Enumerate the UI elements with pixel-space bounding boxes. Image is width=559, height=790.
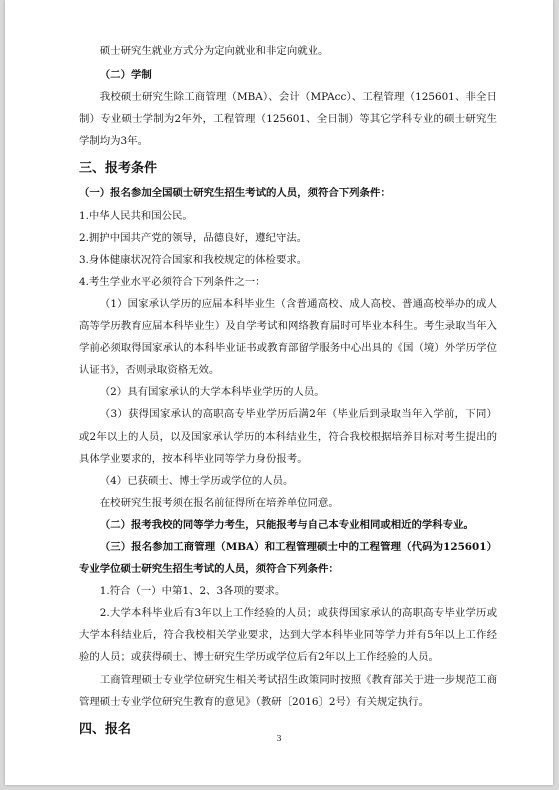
document-page — [5, 0, 553, 785]
page-number: 3 — [276, 734, 282, 743]
enrolled-student-note: 在校研究生报考须在报名前征得所在培养单位同意。 — [99, 496, 339, 509]
academic-condition-1: （1）国家承认学历的应届本科毕业生（含普通高校、成人高校、普通高校举办的成人高等学历教育应届本科毕业生）及自学考试和网络教育届时可毕业本科生。考生录取当年入学前必须取得国家承认的本科毕业证书或教育部留学服务中心出具的《国（境）外学历学位认证书》，否则录取资格无效。 — [79, 297, 497, 377]
section-title-eligibility: 三、报考条件 — [79, 161, 158, 177]
academic-condition-3: （3）获得国家承认的高职高专毕业学历后满2年（毕业后到录取当年入学前，下同）或2年以上的人员，以及国家承认学历的本科结业生，符合我校根据培养目标对考生提出的具体学业要求的，按本科毕业同等学力身份报考。 — [79, 408, 497, 465]
academic-condition-4: （4）已获硕士、博士学历或学位的人员。 — [99, 474, 294, 487]
mba-policy-note: 工商管理硕士专业学位研究生相关考试招生政策同时按照《教育部关于进一步规范工商管理硕士专业学位研究生教育的意见》（教研〔2016〕2号）有关规定执行。 — [79, 673, 497, 708]
subsection-heading-mba: （三）报名参加工商管理（MBA）和工程管理硕士中的工程管理（代码为125601）专业学位硕士研究生招生考试的人员，须符合下列条件： — [79, 540, 497, 576]
section-title-registration: 四、报名 — [79, 721, 132, 737]
condition-item-4: 4.考生学业水平必须符合下列条件之一： — [79, 275, 266, 288]
employment-type-paragraph: 硕士研究生就业方式分为定向就业和非定向就业。 — [99, 45, 329, 57]
condition-item-1: 1.中华人民共和国公民。 — [79, 209, 193, 222]
subsection-heading-equivalent: （二）报考我校的同等学力考生，只能报考与自己本专业相同或相近的学科专业。 — [99, 518, 474, 531]
academic-condition-2: （2）具有国家承认的大学本科毕业学历的人员。 — [99, 386, 325, 399]
section-heading-duration: （二）学制 — [99, 69, 152, 82]
duration-paragraph: 我校硕士研究生除工商管理（MBA）、会计（MPAcc）、工程管理（125601、非全日制）专业硕士学制为2年外，工程管理（125601、全日制）等其它学科专业的硕士研究生学制均为3年。 — [79, 91, 497, 148]
subsection-heading-national-exam: （一）报名参加全国硕士研究生招生考试的人员，须符合下列条件： — [79, 187, 391, 200]
condition-item-2: 2.拥护中国共产党的领导，品德良好，遵纪守法。 — [79, 231, 308, 244]
document-body — [79, 40, 497, 743]
condition-item-3: 3.身体健康状况符合国家和我校规定的体检要求。 — [79, 253, 308, 266]
mba-condition-2: 2.大学本科毕业后有3年以上工作经验的人员；或获得国家承认的高职高专毕业学历或大学本科结业后，符合我校相关学业要求，达到大学本科毕业同等学力并有5年以上工作经验的人员；或获得硕士、博士研究生学历或学位后有2年以上工作经验的人员。 — [79, 607, 497, 664]
mba-condition-1: 1.符合（一）中第1、2、3各项的要求。 — [99, 585, 286, 598]
